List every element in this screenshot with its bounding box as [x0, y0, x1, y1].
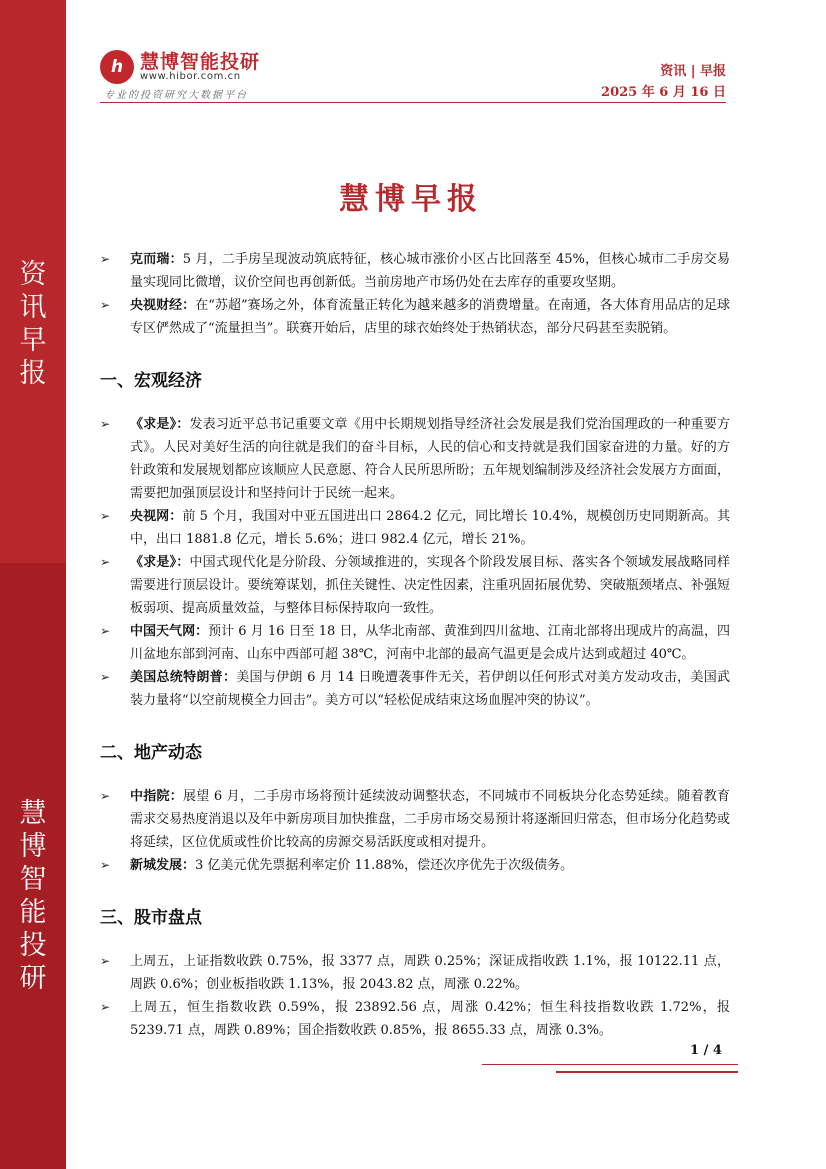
source-colon: ： [176, 555, 190, 570]
source-colon: ： [195, 624, 209, 639]
report-body [100, 248, 730, 1042]
page-title: 慧博早报 [339, 182, 483, 217]
list-item [100, 413, 730, 505]
page-number: 1 / 4 [690, 1043, 722, 1058]
arrow-bullet-icon: ➢ [100, 858, 111, 872]
arrow-bullet-icon: ➢ [100, 670, 111, 684]
news-source: 美国总统特朗普 [130, 670, 223, 685]
arrow-bullet-icon: ➢ [100, 555, 111, 569]
news-source: 《求是》 [130, 417, 177, 432]
list-item [100, 666, 730, 712]
source-colon: ： [176, 417, 190, 432]
news-source: 《求是》 [130, 555, 177, 570]
sidebar-char: 早 [19, 325, 47, 356]
news-text: 上周五，上证指数收跌 0.75%，报 3377 点，周跌 0.25%；深证成指收跌 1.1%，报 10122.11 点，周跌 0.6%；创业板指收跌 1.13%，报 2043.82 点，周涨 0.22%。 [130, 954, 730, 992]
list-item [100, 996, 730, 1042]
news-text: 美国与伊朗 6 月 14 日晚遭袭事件无关，若伊朗以任何形式对美方发动攻击，美国武装力量将“以空前规模全力回击”。美方可以“轻松促成结束这场血腥冲突的协议”。 [130, 670, 730, 708]
source-colon: ： [169, 252, 183, 267]
sidebar-char: 资 [19, 259, 47, 290]
source-colon: ： [182, 858, 196, 873]
arrow-bullet-icon: ➢ [100, 298, 111, 312]
footer-divider-thick [556, 1071, 738, 1073]
footer-divider-thin [482, 1064, 738, 1065]
news-source: 新城发展 [130, 858, 183, 873]
list-item [100, 620, 730, 666]
source-colon: ： [169, 509, 183, 524]
logo-icon: h [100, 50, 134, 84]
news-text: 发表习近平总书记重要文章《用中长期规划指导经济社会发展是我们党治国理政的一种重要方式》。人民对美好生活的向往就是我们的奋斗目标，人民的信心和支持就是我们国家奋进的力量。好的方针政策和发展规划都应该顺应人民意愿、符合人民所思所盼；五年规划编制涉及经济社会发展方方面面，需要把加强顶层设计和坚持问计于民统一起来。 [130, 417, 730, 501]
news-source: 中国天气网 [130, 624, 196, 639]
sidebar-char: 慧 [19, 798, 47, 829]
logo-slogan: 专业的投资研究大数据平台 [104, 90, 248, 101]
logo-url: www.hibor.com.cn [140, 71, 241, 82]
arrow-bullet-icon: ➢ [100, 789, 111, 803]
sidebar-char: 投 [19, 930, 47, 961]
source-colon: ： [182, 298, 196, 313]
list-item [100, 551, 730, 620]
report-date: 2025 年 6 月 16 日 [601, 85, 726, 100]
news-text: 前 5 个月，我国对中亚五国进出口 2864.2 亿元，同比增长 10.4%，规模创历史同期新高。其中，出口 1881.8 亿元，增长 5.6%；进口 982.4 亿元，增长 21%。 [130, 509, 730, 547]
news-text: 展望 6 月，二手房市场将预计延续波动调整状态，不同城市不同板块分化态势延续。随着教育需求交易热度消退以及年中新房项目加快推盘，二手房市场交易预计将逐渐回归常态，但市场分化趋势或将延续，区位优质或性价比较高的房源交易活跃度或相对提升。 [130, 789, 730, 850]
news-text: 3 亿美元优先票据利率定价 11.88%，偿还次序优先于次级债务。 [195, 858, 574, 873]
header-divider [100, 102, 726, 103]
arrow-bullet-icon: ➢ [100, 624, 111, 638]
sidebar-char: 博 [19, 831, 47, 862]
sidebar-char: 讯 [19, 292, 47, 323]
list-item [100, 294, 730, 340]
list-item [100, 854, 730, 877]
sidebar-char: 智 [19, 864, 47, 895]
news-text: 上周五，恒生指数收跌 0.59%，报 23892.56 点，周涨 0.42%；恒生科技指数收跌 1.72%，报 5239.71 点，周跌 0.89%；国企指数收跌 0.85%，报 8655.33 点，周涨 0.3%。 [130, 1000, 730, 1038]
sidebar-label-brand [0, 797, 66, 995]
arrow-bullet-icon: ➢ [100, 252, 111, 266]
news-source: 央视财经 [130, 298, 183, 313]
news-text: 中国式现代化是分阶段、分领域推进的，实现各个阶段发展目标、落实各个领域发展战略同样需要进行顶层设计。要统筹谋划，抓住关键性、决定性因素，注重巩固拓展优势、突破瓶颈堵点、补强短板弱项、提高质量效益，与整体目标保持取向一致性。 [130, 555, 730, 616]
news-source: 中指院 [130, 789, 170, 804]
news-source: 克而瑞 [130, 252, 170, 267]
arrow-bullet-icon: ➢ [100, 417, 111, 431]
source-colon: ： [169, 789, 184, 804]
source-colon: ： [222, 670, 237, 685]
news-text: 预计 6 月 16 日至 18 日，从华北南部、黄淮到四川盆地、江南北部将出现成片的高温，四川盆地东部到河南、山东中西部可超 38℃，河南中北部的最高气温更是会成片达到或超过 40℃。 [130, 624, 730, 662]
news-source: 央视网 [130, 509, 170, 524]
arrow-bullet-icon: ➢ [100, 509, 111, 523]
sidebar-char: 报 [19, 358, 47, 389]
section-heading: 一、宏观经济 [100, 371, 202, 391]
page-header [100, 44, 730, 104]
report-category: 资讯 | 早报 [660, 64, 726, 79]
logo-name: 慧博智能投研 [140, 51, 261, 73]
news-text: 5 月，二手房呈现波动筑底特征，核心城市涨价小区占比回落至 45%，但核心城市二手房交易量实现同比微增，议价空间也再创新低。当前房地产市场仍处在去库存的重要攻坚期。 [130, 252, 730, 290]
list-item [100, 950, 730, 996]
sidebar [0, 0, 66, 1169]
section-heading: 三、股市盘点 [100, 908, 202, 928]
sidebar-char: 能 [19, 897, 47, 928]
arrow-bullet-icon: ➢ [100, 954, 111, 968]
section-heading: 二、地产动态 [100, 743, 202, 763]
sidebar-label-zixun-zaobao [0, 258, 66, 390]
list-item [100, 505, 730, 551]
list-item [100, 785, 730, 854]
arrow-bullet-icon: ➢ [100, 1000, 111, 1014]
news-text: 在“苏超”赛场之外，体育流量正转化为越来越多的消费增量。在南通，各大体育用品店的足球专区俨然成了“流量担当”。联赛开始后，店里的球衣始终处于热销状态，部分尺码甚至卖脱销。 [130, 298, 730, 336]
sidebar-char: 研 [19, 963, 47, 994]
list-item [100, 248, 730, 294]
